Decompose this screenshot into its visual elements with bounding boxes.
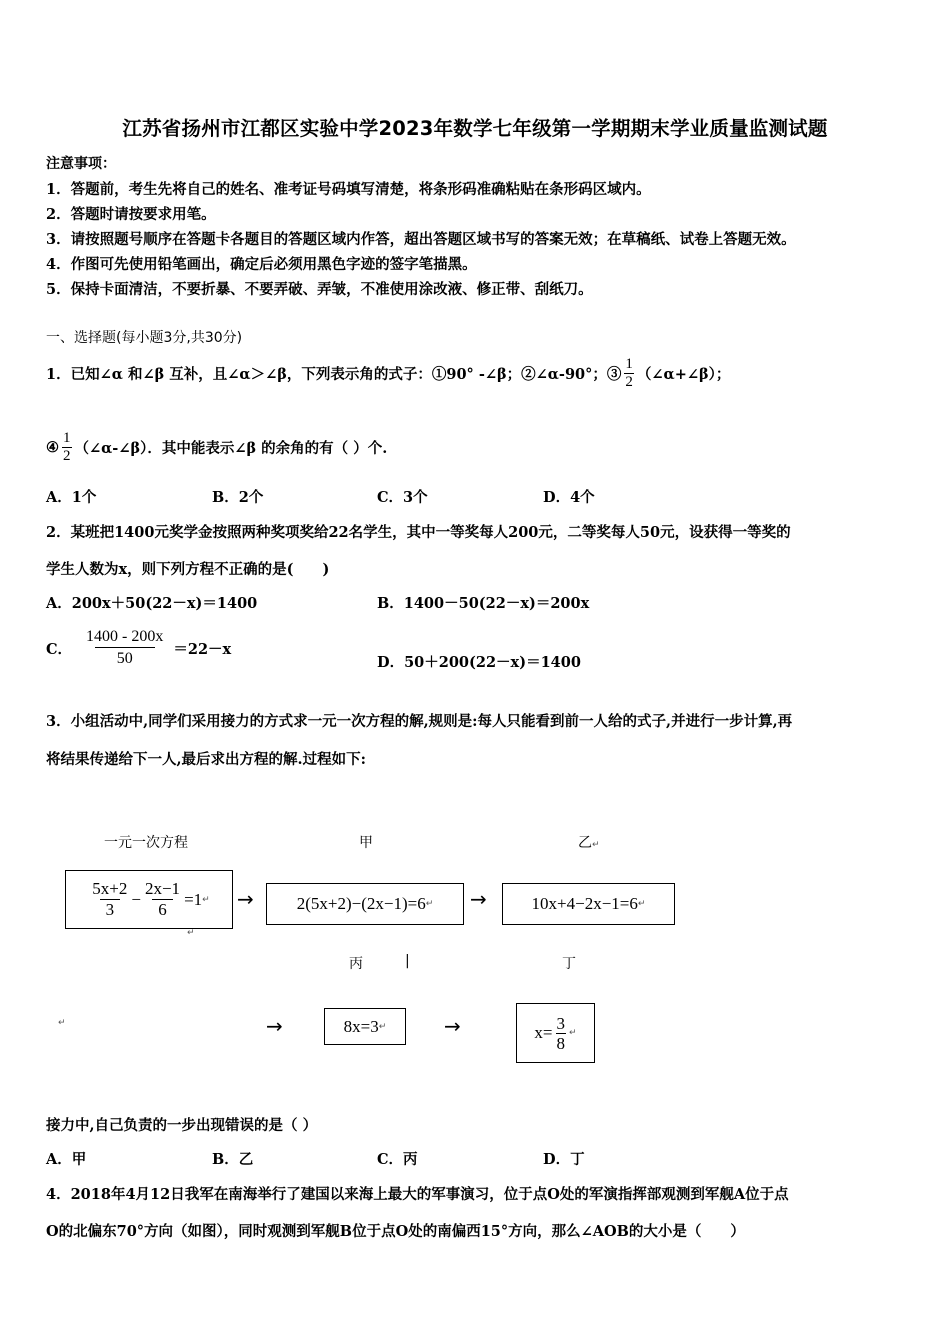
box2-expression: 2(5x+2)−(2x−1)=6 — [296, 894, 426, 913]
box5-lhs: x= — [534, 1023, 553, 1042]
return-mark-icon: ↵ — [425, 899, 434, 909]
q1-option-a: A．1个 — [46, 489, 97, 506]
return-mark-icon: ↵ — [637, 899, 646, 909]
arrow-icon: → — [237, 887, 254, 911]
box1-frac-a-num: 5x+2 — [92, 879, 128, 898]
return-mark-icon: ↵ — [202, 894, 210, 905]
arrow-icon: → — [266, 1014, 283, 1038]
q1-text-part1: 1．已知∠α 和∠β 互补，且∠α＞∠β，下列表示角的式子：①90° -∠β；②∠α-90°；③ — [46, 365, 622, 383]
arrow-icon: → — [470, 887, 487, 911]
return-mark-icon: ↵ — [592, 840, 600, 850]
question-2-line-2: 学生人数为x，则下列方程不正确的是( ) — [46, 561, 330, 578]
q2-option-c-den: 50 — [95, 647, 155, 670]
page-title: 江苏省扬州市江都区实验中学2023年数学七年级第一学期期末学业质量监测试题 — [122, 117, 828, 140]
box1-frac-b-num: 2x−1 — [144, 879, 181, 898]
notice-item-5: 5．保持卡面清洁，不要折暴、不要弄破、弄皱，不准使用涂改液、修正带、刮纸刀。 — [46, 281, 593, 298]
return-mark-icon: ↵ — [187, 928, 195, 938]
q1-option-c: C．3个 — [377, 489, 428, 506]
notice-item-2: 2．答题时请按要求用笔。 — [46, 206, 216, 223]
equation-box-jia — [266, 883, 464, 925]
box5-fraction — [556, 1014, 567, 1053]
q3-option-b: B．乙 — [212, 1151, 254, 1168]
q1-text-part2: （∠α+∠β）； — [636, 365, 731, 383]
label-linear-equation: 一元一次方程 — [104, 835, 188, 851]
equation-box-original — [65, 870, 233, 929]
question-1-line-1 — [46, 352, 730, 394]
label-bing: 丙 — [349, 956, 363, 972]
arrow-icon: → — [444, 1014, 461, 1038]
question-4-line-2: O的北偏东70°方向（如图），同时观测到军舰B位于点O处的南偏西15°方向，那么∠AOB的大小是（ ） — [46, 1223, 745, 1240]
box4-expression: 8x=3 — [343, 1016, 379, 1036]
label-jia: 甲 — [359, 835, 373, 851]
q2-option-b: B．1400－50(22－x)＝200x — [377, 595, 590, 612]
q3-option-d: D．丁 — [543, 1151, 585, 1168]
label-yi — [578, 832, 600, 852]
q2-option-d: D．50＋200(22－x)＝1400 — [377, 654, 581, 671]
question-1-line-2 — [46, 426, 387, 468]
box1-frac-a-den: 3 — [100, 899, 121, 920]
box1-rest: =1 — [184, 889, 203, 909]
q2-option-c-fraction — [82, 627, 167, 670]
equation-box-yi — [502, 883, 675, 925]
notice-item-1: 1．答题前，考生先将自己的姓名、准考证号码填写清楚，将条形码准确粘贴在条形码区域内。 — [46, 181, 651, 198]
box1-minus: − — [131, 889, 141, 909]
box1-fraction-a — [91, 879, 128, 920]
q2-option-c — [46, 623, 231, 673]
q1-option-d: D．4个 — [543, 489, 595, 506]
return-mark-icon: ↵ — [58, 1018, 66, 1028]
q1-text-part4: （∠α-∠β）．其中能表示∠β 的余角的有（ ）个. — [74, 439, 388, 457]
box3-expression: 10x+4−2x−1=6 — [531, 894, 638, 913]
equation-box-bing — [324, 1008, 406, 1045]
box1-fraction-b — [144, 879, 181, 920]
q3-option-a: A．甲 — [46, 1151, 87, 1168]
q1-text-part3: ④ — [46, 438, 59, 456]
bar-mark: | — [405, 953, 410, 969]
q2-option-a: A．200x＋50(22－x)＝1400 — [46, 595, 258, 612]
question-2-line-1: 2．某班把1400元奖学金按照两种奖项奖给22名学生，其中一等奖每人200元，二等奖每人50元，设获得一等奖的 — [46, 524, 791, 541]
q1-fraction-half — [624, 356, 634, 391]
label-yi-text: 乙 — [578, 835, 592, 851]
q1-frac2-den: 2 — [63, 447, 71, 464]
return-mark-icon: ↵ — [378, 1021, 387, 1032]
box1-frac-b-den: 6 — [152, 899, 173, 920]
label-ding: 丁 — [562, 956, 576, 972]
q1-fraction-half-2 — [62, 430, 72, 465]
q1-frac-den: 2 — [625, 373, 633, 390]
section-heading: 一、选择题(每小题3分,共30分) — [46, 330, 243, 346]
question-4-line-1: 4．2018年4月12日我军在南海举行了建国以来海上最大的军事演习，位于点O处的军演指挥部观测到军舰A位于点 — [46, 1186, 789, 1203]
q2-option-c-rest: ＝22－x — [173, 640, 232, 658]
q2-option-c-label: C． — [46, 640, 73, 658]
equation-box-ding — [516, 1003, 595, 1063]
q1-option-b: B．2个 — [212, 489, 264, 506]
q3-option-c: C．丙 — [377, 1151, 418, 1168]
question-3-prompt: 接力中,自己负责的一步出现错误的是（ ） — [46, 1117, 318, 1134]
q1-frac2-num: 1 — [63, 429, 71, 446]
question-3-line-2: 将结果传递给下一人,最后求出方程的解.过程如下: — [46, 751, 366, 768]
notice-item-4: 4．作图可先使用铅笔画出，确定后必须用黑色字迹的签字笔描黑。 — [46, 256, 477, 273]
box5-den: 8 — [556, 1033, 566, 1053]
question-3-line-1: 3．小组活动中,同学们采用接力的方式求一元一次方程的解,规则是:每人只能看到前一人给的式子,并进行一步计算,再 — [46, 713, 793, 730]
notice-item-3: 3．请按照题号顺序在答题卡各题目的答题区域内作答，超出答题区域书写的答案无效；在草稿纸、试卷上答题无效。 — [46, 231, 796, 248]
q1-frac-num: 1 — [625, 355, 633, 372]
q2-option-c-num: 1400 - 200x — [86, 627, 164, 645]
box5-num: 3 — [556, 1013, 566, 1033]
notice-heading: 注意事项： — [46, 156, 116, 172]
return-mark-icon: ↵ — [569, 1028, 577, 1038]
